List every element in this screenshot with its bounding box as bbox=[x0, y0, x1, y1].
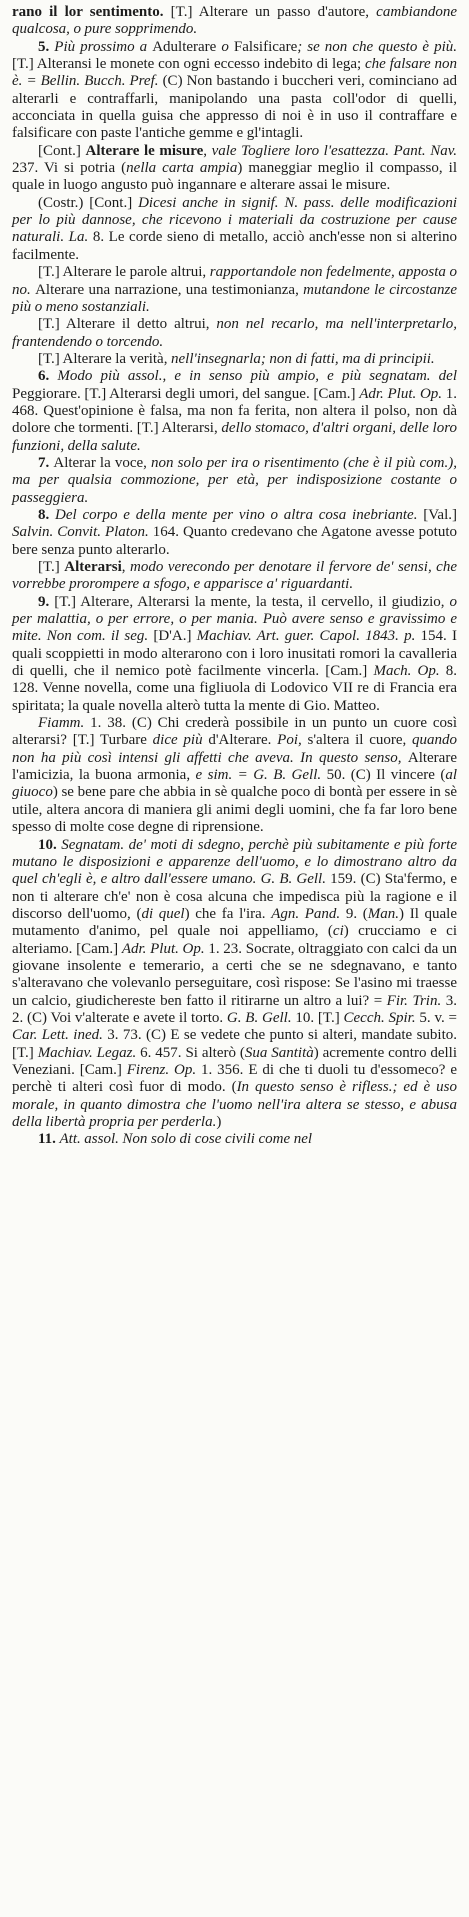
bold-text: rano il lor sentimento. bbox=[12, 4, 171, 20]
italic-text: quando non ha più così intensi gli affetti che aveva. In questo senso, bbox=[12, 732, 457, 766]
roman-text: [T.] Alterare, Alterarsi la mente, la testa, il cervello, il giudizio, bbox=[54, 593, 450, 610]
italic-text: nell'insegnarla; non di fatti, ma di principii. bbox=[171, 350, 435, 367]
italic-text: o bbox=[221, 38, 234, 55]
roman-text: [T.] Alterare la verità, bbox=[38, 350, 172, 367]
bold-text: 5. bbox=[38, 38, 55, 55]
roman-text: 3. 2. (C) Voi v'alterate e avete il torto. bbox=[12, 992, 457, 1026]
italic-text: Dicesi anche in signif. N. pass. delle modificazioni per lo più dannose, che ricevono i materiali da costruzione per cause naturali. La. bbox=[12, 194, 457, 246]
italic-text: dice più bbox=[152, 732, 209, 749]
roman-text: 164. Quanto credevano che Agatone avesse potuto bere senza punto alterarlo. bbox=[12, 524, 457, 558]
italic-text: Machiav. Art. guer. Capol. 1843. p. bbox=[196, 628, 421, 645]
roman-text: 50. (C) Il vincere ( bbox=[326, 767, 446, 784]
italic-text: ci bbox=[332, 923, 344, 940]
entry-paragraph bbox=[12, 455, 457, 507]
roman-text: (C) Non bastando i buccheri veri, cominciano ad alterarli e contraffarli, manipolando una pasta coll'odor di quelli, acconciata in quella guisa che appresso di noi è in uso il contraffare e falsificare con paste l'antiche gemme e gl'intagli. bbox=[12, 73, 457, 142]
italic-text: Fiamm. bbox=[38, 715, 91, 732]
roman-text: Alterare l'amicizia, la buona armonia, bbox=[12, 749, 457, 784]
italic-text: che falsare non è. = Bellin. Bucch. Pref. bbox=[12, 56, 458, 90]
roman-text: [D'A.] bbox=[153, 628, 197, 645]
bold-text: 10. bbox=[38, 836, 62, 853]
italic-text: Adr. Plut. Op. bbox=[121, 940, 209, 957]
italic-text: Sua Santità bbox=[244, 1044, 314, 1061]
italic-text: dello stomaco, d'altri organi, delle loro funzioni, della salute. bbox=[12, 420, 457, 454]
bold-text: 6. bbox=[38, 368, 58, 385]
roman-text: 237. Vi si potria ( bbox=[12, 160, 127, 177]
roman-text: Alterare una narrazione, una testimonianza, bbox=[35, 281, 304, 298]
italic-text: Mach. Op. bbox=[373, 663, 446, 680]
roman-text: s'altera il cuore, bbox=[307, 732, 412, 749]
roman-text: ) che fa l'ira. bbox=[184, 905, 272, 922]
italic-text: Firenz. Op. bbox=[126, 1061, 202, 1078]
italic-text: rapportandole non fedelmente, apposta o no. bbox=[12, 264, 457, 298]
italic-text: nella carta ampia bbox=[126, 160, 238, 177]
bold-text: Alterarsi bbox=[64, 559, 122, 575]
roman-text: ) Il quale mutamento d'animo, pel quale noi appelliamo, ( bbox=[12, 905, 458, 940]
italic-text: Più prossimo a bbox=[54, 38, 153, 55]
italic-text: Del corpo e della mente per vino o altra cosa inebriante. bbox=[55, 506, 424, 523]
roman-text: 1. 38. (C) Chi crederà possibile in un punto un cuore così alterarsi? [T.] Turbare bbox=[12, 715, 457, 749]
roman-text: d'Alterare. bbox=[208, 732, 278, 749]
entry-paragraph bbox=[12, 316, 457, 351]
roman-text: ) bbox=[216, 1114, 222, 1130]
italic-text: Cecch. Spir. bbox=[343, 1009, 420, 1026]
roman-text: 1. 356. E di che ti duoli tu d'essomeco? e perchè ti alteri così fuor di modo. ( bbox=[12, 1061, 457, 1096]
roman-text: 9. ( bbox=[345, 905, 368, 922]
italic-text: o per malattia, o per errore, o per mania. Può avere senso e gravissimo e mite. Non com. il seg. bbox=[12, 593, 457, 645]
italic-text: Machiav. Legaz. bbox=[37, 1044, 141, 1061]
bold-text: 9. bbox=[38, 593, 55, 610]
entry-paragraph bbox=[12, 264, 457, 316]
italic-text: Adr. Plut. Op. bbox=[359, 385, 446, 402]
italic-text: non nel recarlo, ma nell'interpretarlo, frantendendo o torcendo. bbox=[12, 316, 457, 350]
italic-text: al giuoco bbox=[12, 767, 457, 801]
entry-paragraph bbox=[12, 594, 457, 715]
italic-text: G. B. Gell. bbox=[226, 1009, 296, 1026]
entry-paragraph bbox=[12, 351, 457, 368]
entry-paragraph bbox=[12, 368, 457, 455]
italic-text: Car. Lett. ined. bbox=[12, 1027, 108, 1044]
roman-text: (Costr.) [Cont.] bbox=[38, 194, 139, 211]
italic-text: Segnatam. de' moti di sdegno, perchè più subitamente e più forte mutano le disposizioni e apparenze dell'uomo, e lo dimostrano altro da quel ch'egli è, e altro dall'essere umano. G. B. Gell. bbox=[12, 836, 457, 888]
roman-text: 6. 457. Si alterò ( bbox=[140, 1044, 245, 1061]
roman-text: [T.] Alteransi le monete con ogni eccesso indebito di lega; bbox=[12, 56, 365, 73]
italic-text: di quel bbox=[141, 905, 185, 922]
entry-paragraph bbox=[12, 507, 457, 559]
roman-text: , bbox=[121, 559, 131, 575]
roman-text: Falsificare bbox=[233, 38, 298, 55]
roman-text: 8. 128. Venne novella, come una figliuola di Lodovico VII re di Francia era spiritata; la quale novella alterò tutta la mente di Gio. Matteo. bbox=[12, 663, 458, 714]
italic-text: vale Togliere loro l'esattezza. Pant. Nav. bbox=[211, 142, 457, 159]
italic-text: Salvin. Convit. Platon. bbox=[12, 524, 153, 541]
italic-text: Fir. Trin. bbox=[386, 992, 446, 1009]
entry-paragraph bbox=[12, 39, 457, 143]
roman-text: [T.] Alterare le parole altrui, bbox=[38, 264, 210, 281]
italic-text: ; se non che questo è più. bbox=[297, 38, 457, 55]
italic-text: mutandone le circostanze più o meno sostanziali. bbox=[12, 281, 457, 315]
roman-text: 8. Le corde sieno di metallo, acciò anch'esse non si alterino facilmente. bbox=[12, 229, 457, 263]
entry-paragraph bbox=[12, 837, 457, 1132]
italic-text: non solo per ira o risentimento (che è il più com.), ma per qualsia commozione, per età, per indisposizione costante o passeggiera. bbox=[12, 454, 457, 506]
roman-text: Peggiorare. [T.] Alterarsi degli umori, del sangue. [Cam.] bbox=[12, 385, 360, 402]
dictionary-entry-column bbox=[12, 4, 457, 1149]
roman-text: 159. (C) Sta'fermo, e non ti alterare ch'e' non è cosa alcuna che impedisca più la ragione e il discorso dell'uomo, ( bbox=[12, 871, 457, 922]
italic-text: Att. assol. Non solo di cose civili come nel bbox=[59, 1131, 313, 1148]
roman-text: ) maneggiar meglio il compasso, il quale in luogo angusto può ingannare e alterare assai le misure. bbox=[12, 160, 457, 194]
bold-text: 11. bbox=[38, 1131, 60, 1148]
entry-paragraph bbox=[12, 715, 457, 836]
roman-text: ) crucciamo e ci alteriamo. [Cam.] bbox=[12, 923, 457, 957]
roman-text: 3. 73. (C) E se vedete che punto si alteri, mandate subito. [T.] bbox=[12, 1027, 457, 1061]
roman-text: ) se bene pare che abbia in sè qualche poco di bontà per essere in sè utile, altera ancora di maniera gli animi degli uomini, che fa far loro bene spesso di molte cose degne di riprensione. bbox=[12, 784, 457, 836]
bold-text: 8. bbox=[38, 506, 56, 523]
entry-paragraph bbox=[12, 1131, 457, 1148]
italic-text: Man. bbox=[367, 905, 400, 922]
entry-paragraph bbox=[12, 195, 457, 264]
italic-text: Agn. Pand. bbox=[271, 905, 346, 922]
roman-text: ) acremente contro delli Veneziani. [Cam.] bbox=[12, 1044, 457, 1078]
roman-text: [T.] Alterare il detto altrui, bbox=[38, 316, 217, 333]
roman-text: , bbox=[203, 142, 212, 159]
roman-text: 154. I quali scoppietti in modo alterarono con i loro inusitati romori la cavalleria di quelli, che il nemico potè facilmente vincerla. [Cam.] bbox=[12, 628, 457, 680]
entry-paragraph bbox=[12, 559, 457, 594]
roman-text: 10. [T.] bbox=[295, 1009, 344, 1026]
roman-text: [T.] bbox=[38, 559, 65, 575]
roman-text: 5. v. = bbox=[419, 1009, 457, 1026]
roman-text: [T.] Alterare un passo d'autore, bbox=[170, 4, 377, 20]
entry-paragraph bbox=[12, 143, 457, 195]
roman-text: Alterar la voce, bbox=[53, 454, 152, 471]
italic-text: Poi, bbox=[277, 732, 308, 749]
italic-text: cambiandone qualcosa, o pure sopprimendo. bbox=[12, 4, 457, 38]
roman-text: Adulterare bbox=[152, 38, 222, 55]
roman-text: [Cont.] bbox=[38, 142, 86, 159]
italic-text: Modo più assol., e in senso più ampio, e più segnatam. del bbox=[57, 368, 457, 385]
bold-text: Alterare le misure bbox=[85, 142, 204, 159]
bold-text: 7. bbox=[38, 454, 54, 471]
italic-text: e sim. = G. B. Gell. bbox=[195, 767, 327, 784]
italic-text: modo verecondo per denotare il fervore de' sensi, che vorrebbe prorompere a sfogo, e apparisce a' riguardanti. bbox=[12, 559, 457, 593]
roman-text: 1. 23. Socrate, oltraggiato con calci da un giovane insolente e temerario, a certi che se ne sdegnavano, e tanto s'alteravano che volevanlo perseguitare, così rispose: Se l'asino mi traesse un calcio, giudichereste ben fatto il ritirarne un altro a lui? = bbox=[12, 940, 458, 1009]
roman-text: 1. 468. Quest'opinione è falsa, ma non fa ferita, non altera il polso, non dà dolore che tormenti. [T.] Alterarsi, bbox=[12, 385, 457, 437]
roman-text: [Val.] bbox=[423, 506, 457, 523]
italic-text: In questo senso è rifless.; ed è uso morale, in quanto dimostra che l'uomo nell'ira altera se stesso, e abusa della libertà propria per perderla. bbox=[12, 1079, 457, 1130]
entry-paragraph bbox=[12, 4, 457, 39]
